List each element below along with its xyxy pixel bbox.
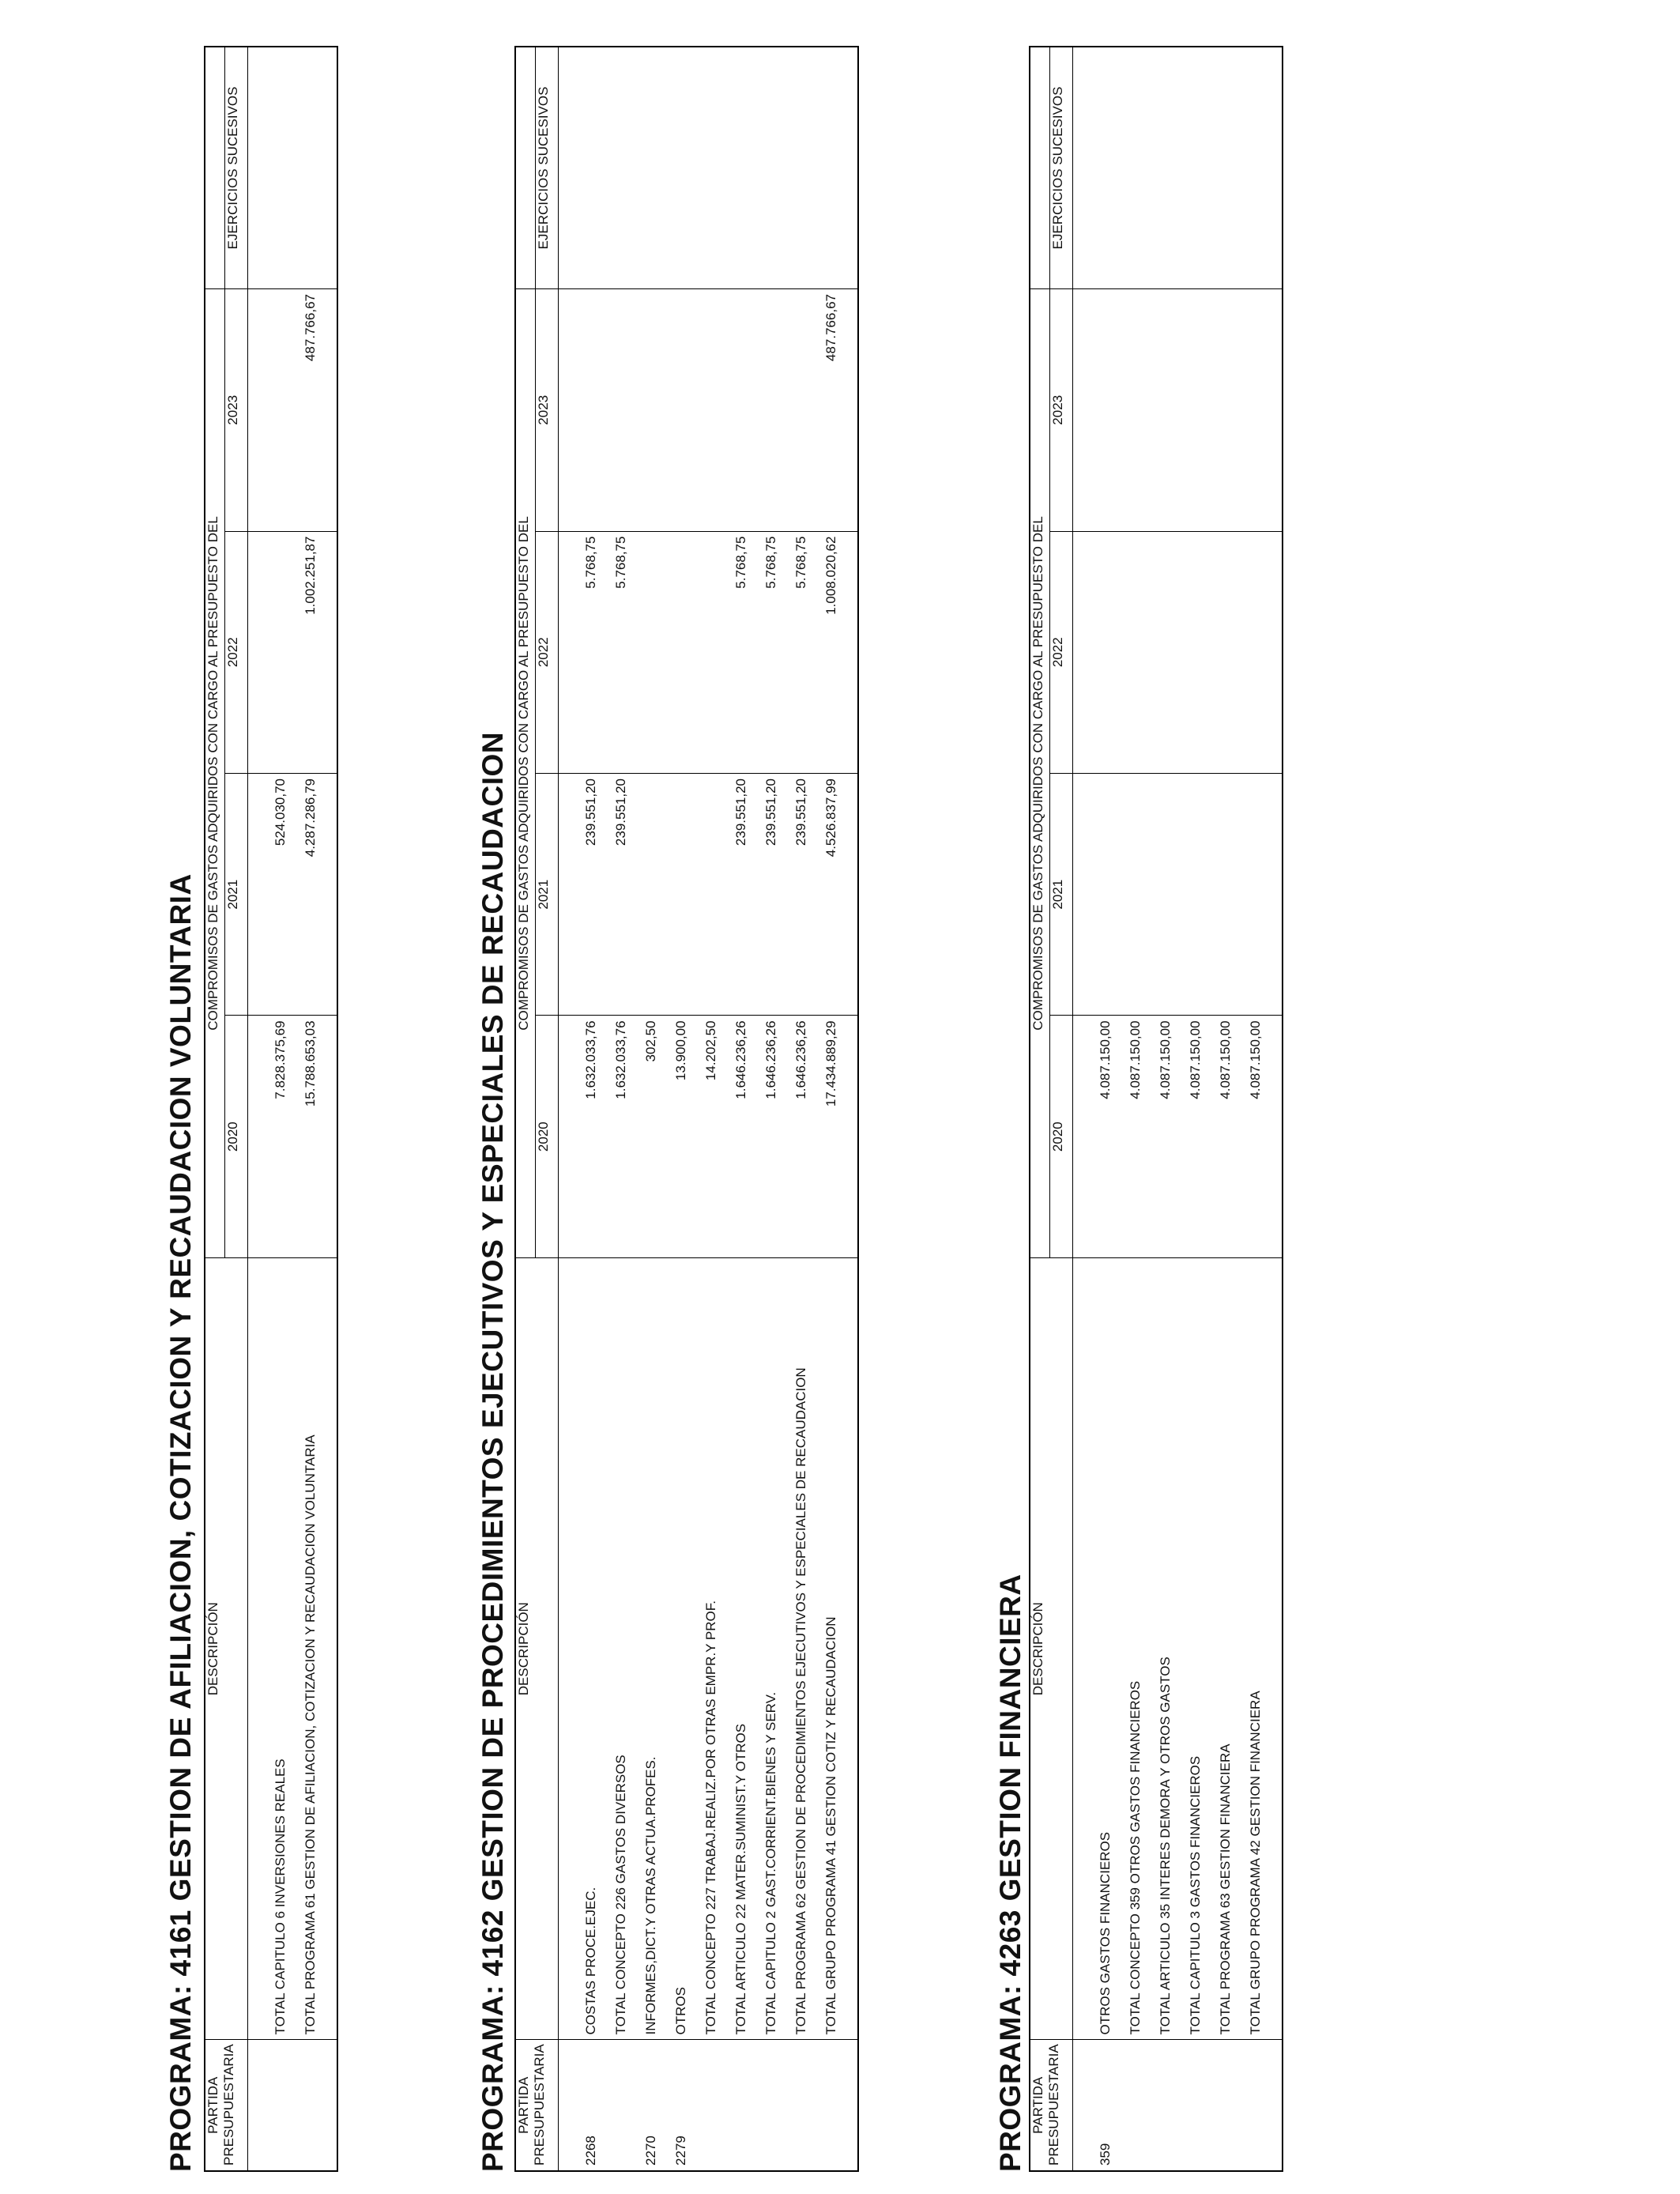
amount-cell-y2020: 7.828.375,69 (266, 1016, 296, 1257)
partida-cell (1241, 2040, 1271, 2171)
partida-cell (756, 2040, 786, 2171)
amount-cell-y2023 (266, 289, 296, 532)
amount-cell-y2021 (636, 773, 666, 1015)
table-row (576, 47, 606, 2171)
year-header-sucesivos: EJERCICIOS SUCESIVOS (536, 47, 559, 289)
amount-cell-suc (666, 47, 696, 289)
amount-cell-y2021: 239.551,20 (726, 773, 756, 1015)
budget-table (1029, 46, 1283, 2172)
amount-cell-suc (606, 47, 636, 289)
amount-cell-y2021 (666, 773, 696, 1015)
descripcion-cell: COSTAS PROCE.EJEC. (576, 1257, 606, 2040)
amount-cell-y2020: 13.900,00 (666, 1016, 696, 1257)
amount-cell-y2020: 4.087.150,00 (1151, 1016, 1181, 1257)
amount-cell-y2023 (1181, 289, 1211, 532)
amount-cell-suc (696, 47, 726, 289)
amount-cell-suc (296, 47, 326, 289)
presupuestaria-label: PRESUPUESTARIA (532, 2044, 548, 2166)
descripcion-cell: OTROS GASTOS FINANCIEROS (1090, 1257, 1121, 2040)
amount-cell-y2021: 239.551,20 (756, 773, 786, 1015)
amount-cell-y2023 (636, 289, 666, 532)
descripcion-cell: TOTAL CONCEPTO 227 TRABAJ.REALIZ.POR OTRAS EMPR.Y PROF. (696, 1257, 726, 2040)
amount-cell-y2021 (1151, 773, 1181, 1015)
amount-cell-y2021 (1121, 773, 1151, 1015)
partida-cell: 359 (1090, 2040, 1121, 2171)
table-row (1241, 47, 1271, 2171)
amount-cell-y2021: 524.030,70 (266, 773, 296, 1015)
year-header-sucesivos: EJERCICIOS SUCESIVOS (1050, 47, 1073, 289)
amount-cell-y2020: 4.087.150,00 (1241, 1016, 1271, 1257)
table-row (1181, 47, 1211, 2171)
amount-cell-y2020: 302,50 (636, 1016, 666, 1257)
table-row (786, 47, 816, 2171)
year-header-y2022: 2022 (1050, 531, 1073, 773)
amount-cell-y2022 (636, 531, 666, 773)
amount-cell-suc (636, 47, 666, 289)
program-title: PROGRAMA: 4161 GESTION DE AFILIACION, COTIZACION Y RECAUDACION VOLUNTARIA (164, 873, 197, 2172)
amount-cell-suc (1181, 47, 1211, 289)
descripcion-cell: INFORMES,DICT.Y OTRAS ACTUA.PROFES. (636, 1257, 666, 2040)
amount-cell-y2021: 239.551,20 (786, 773, 816, 1015)
descripcion-cell: TOTAL GRUPO PROGRAMA 42 GESTION FINANCIERA (1241, 1257, 1271, 2040)
amount-cell-y2020: 1.646.236,26 (756, 1016, 786, 1257)
partida-header (515, 2040, 559, 2171)
table-row (756, 47, 786, 2171)
year-header-y2020: 2020 (225, 1016, 248, 1257)
amount-cell-y2023 (1151, 289, 1181, 532)
amount-cell-y2022 (1181, 531, 1211, 773)
amount-cell-y2023 (576, 289, 606, 532)
partida-cell: 2270 (636, 2040, 666, 2171)
amount-cell-y2020: 4.087.150,00 (1121, 1016, 1151, 1257)
descripcion-cell: TOTAL CONCEPTO 359 OTROS GASTOS FINANCIEROS (1121, 1257, 1151, 2040)
amount-cell-y2021 (696, 773, 726, 1015)
descripcion-cell: OTROS (666, 1257, 696, 2040)
partida-cell (1211, 2040, 1241, 2171)
table-row (696, 47, 726, 2171)
compromisos-header: COMPROMISOS DE GASTOS ADQUIRIDOS CON CARGO AL PRESUPUESTO DEL (1030, 289, 1050, 1258)
amount-cell-suc (1241, 47, 1271, 289)
amount-cell-y2021: 4.287.286,79 (296, 773, 326, 1015)
amount-cell-y2022 (1121, 531, 1151, 773)
partida-header (205, 2040, 248, 2171)
amount-cell-y2020: 4.087.150,00 (1211, 1016, 1241, 1257)
table-row (296, 47, 326, 2171)
amount-cell-y2022 (1211, 531, 1241, 773)
budget-table (204, 46, 338, 2172)
table-row (726, 47, 756, 2171)
amount-cell-y2023 (1121, 289, 1151, 532)
amount-cell-y2022: 1.008.020,62 (816, 531, 846, 773)
amount-cell-y2023 (1211, 289, 1241, 532)
amount-cell-suc (576, 47, 606, 289)
sucesivos-spacer (515, 47, 536, 289)
partida-cell: 2268 (576, 2040, 606, 2171)
amount-cell-y2020: 4.087.150,00 (1090, 1016, 1121, 1257)
descripcion-cell: TOTAL PROGRAMA 61 GESTION DE AFILIACION, COTIZACION Y RECAUDACION VOLUNTARIA (296, 1257, 326, 2040)
partida-cell (1121, 2040, 1151, 2171)
amount-cell-y2022 (1241, 531, 1271, 773)
amount-cell-suc (786, 47, 816, 289)
amount-cell-y2023 (1090, 289, 1121, 532)
amount-cell-y2021 (1090, 773, 1121, 1015)
amount-cell-y2022: 5.768,75 (756, 531, 786, 773)
amount-cell-suc (266, 47, 296, 289)
amount-cell-y2023 (726, 289, 756, 532)
year-header-y2023: 2023 (1050, 289, 1073, 532)
table-row (1211, 47, 1241, 2171)
year-header-y2021: 2021 (225, 773, 248, 1015)
amount-cell-y2020: 1.646.236,26 (726, 1016, 756, 1257)
descripcion-cell: TOTAL CONCEPTO 226 GASTOS DIVERSOS (606, 1257, 636, 2040)
amount-cell-y2023 (786, 289, 816, 532)
descripcion-cell: TOTAL PROGRAMA 62 GESTION DE PROCEDIMIENTOS EJECUTIVOS Y ESPECIALES DE RECAUDACION (786, 1257, 816, 2040)
compromisos-header: COMPROMISOS DE GASTOS ADQUIRIDOS CON CARGO AL PRESUPUESTO DEL (205, 289, 225, 1258)
amount-cell-y2021 (1181, 773, 1211, 1015)
sucesivos-spacer (1030, 47, 1050, 289)
year-header-y2022: 2022 (536, 531, 559, 773)
year-header-y2020: 2020 (536, 1016, 559, 1257)
table-row (666, 47, 696, 2171)
descripcion-cell: TOTAL CAPITULO 2 GAST.CORRIENT.BIENES Y SERV. (756, 1257, 786, 2040)
descripcion-cell: TOTAL ARTICULO 35 INTERES DEMORA Y OTROS GASTOS (1151, 1257, 1181, 2040)
table-row (606, 47, 636, 2171)
amount-cell-y2023 (756, 289, 786, 532)
amount-cell-y2020: 14.202,50 (696, 1016, 726, 1257)
descripcion-cell: TOTAL CAPITULO 6 INVERSIONES REALES (266, 1257, 296, 2040)
partida-label: PARTIDA (516, 2076, 531, 2134)
amount-cell-y2022 (266, 531, 296, 773)
amount-cell-suc (1090, 47, 1121, 289)
amount-cell-y2022: 5.768,75 (726, 531, 756, 773)
descripcion-cell: TOTAL GRUPO PROGRAMA 41 GESTION COTIZ Y RECAUDACION (816, 1257, 846, 2040)
amount-cell-y2022: 5.768,75 (606, 531, 636, 773)
amount-cell-y2020: 1.646.236,26 (786, 1016, 816, 1257)
amount-cell-suc (756, 47, 786, 289)
presupuestaria-label: PRESUPUESTARIA (1046, 2044, 1062, 2166)
year-header-y2021: 2021 (536, 773, 559, 1015)
presupuestaria-label: PRESUPUESTARIA (221, 2044, 237, 2166)
amount-cell-y2020: 15.788.653,03 (296, 1016, 326, 1257)
year-header-y2020: 2020 (1050, 1016, 1073, 1257)
amount-cell-y2022 (696, 531, 726, 773)
table-row (266, 47, 296, 2171)
partida-cell (816, 2040, 846, 2171)
amount-cell-y2023 (696, 289, 726, 532)
partida-cell (696, 2040, 726, 2171)
partida-header (1030, 2040, 1073, 2171)
partida-label: PARTIDA (1030, 2076, 1045, 2134)
amount-cell-y2023 (666, 289, 696, 532)
amount-cell-suc (1151, 47, 1181, 289)
amount-cell-y2021: 239.551,20 (576, 773, 606, 1015)
sucesivos-spacer (205, 47, 225, 289)
year-header-y2022: 2022 (225, 531, 248, 773)
amount-cell-y2023 (1241, 289, 1271, 532)
partida-cell (296, 2040, 326, 2171)
descripcion-header: DESCRIPCIÓN (1030, 1257, 1073, 2040)
amount-cell-suc (726, 47, 756, 289)
amount-cell-y2020: 1.632.033,76 (606, 1016, 636, 1257)
program-title: PROGRAMA: 4162 GESTION DE PROCEDIMIENTOS EJECUTIVOS Y ESPECIALES DE RECAUDACION (477, 731, 509, 2172)
amount-cell-y2021 (1241, 773, 1271, 1015)
partida-label: PARTIDA (205, 2076, 220, 2134)
year-header-sucesivos: EJERCICIOS SUCESIVOS (225, 47, 248, 289)
table-row (1121, 47, 1151, 2171)
year-header-y2023: 2023 (536, 289, 559, 532)
amount-cell-y2021: 239.551,20 (606, 773, 636, 1015)
year-header-y2021: 2021 (1050, 773, 1073, 1015)
table-row (1151, 47, 1181, 2171)
descripcion-header: DESCRIPCIÓN (515, 1257, 559, 2040)
amount-cell-y2021 (1211, 773, 1241, 1015)
amount-cell-suc (1211, 47, 1241, 289)
program-title: PROGRAMA: 4263 GESTION FINANCIERA (994, 1574, 1026, 2172)
year-header-y2023: 2023 (225, 289, 248, 532)
amount-cell-y2022: 1.002.251,87 (296, 531, 326, 773)
amount-cell-y2022 (1090, 531, 1121, 773)
table-row (1090, 47, 1121, 2171)
partida-cell (1151, 2040, 1181, 2171)
amount-cell-y2020: 1.632.033,76 (576, 1016, 606, 1257)
partida-cell (1181, 2040, 1211, 2171)
table-row (816, 47, 846, 2171)
amount-cell-y2022: 5.768,75 (576, 531, 606, 773)
amount-cell-y2020: 17.434.889,29 (816, 1016, 846, 1257)
amount-cell-y2021: 4.526.837,99 (816, 773, 846, 1015)
amount-cell-y2022 (1151, 531, 1181, 773)
partida-cell (786, 2040, 816, 2171)
amount-cell-y2022 (666, 531, 696, 773)
budget-table (514, 46, 859, 2172)
compromisos-header: COMPROMISOS DE GASTOS ADQUIRIDOS CON CARGO AL PRESUPUESTO DEL (515, 289, 536, 1258)
partida-cell: 2279 (666, 2040, 696, 2171)
partida-cell (266, 2040, 296, 2171)
amount-cell-y2022: 5.768,75 (786, 531, 816, 773)
partida-cell (726, 2040, 756, 2171)
amount-cell-y2023 (606, 289, 636, 532)
descripcion-header: DESCRIPCIÓN (205, 1257, 248, 2040)
amount-cell-y2023: 487.766,67 (296, 289, 326, 532)
descripcion-cell: TOTAL ARTICULO 22 MATER.SUMINIST.Y OTROS (726, 1257, 756, 2040)
table-row (636, 47, 666, 2171)
amount-cell-suc (1121, 47, 1151, 289)
amount-cell-suc (816, 47, 846, 289)
partida-cell (606, 2040, 636, 2171)
amount-cell-y2023: 487.766,67 (816, 289, 846, 532)
amount-cell-y2020: 4.087.150,00 (1181, 1016, 1211, 1257)
descripcion-cell: TOTAL CAPITULO 3 GASTOS FINANCIEROS (1181, 1257, 1211, 2040)
descripcion-cell: TOTAL PROGRAMA 63 GESTION FINANCIERA (1211, 1257, 1241, 2040)
